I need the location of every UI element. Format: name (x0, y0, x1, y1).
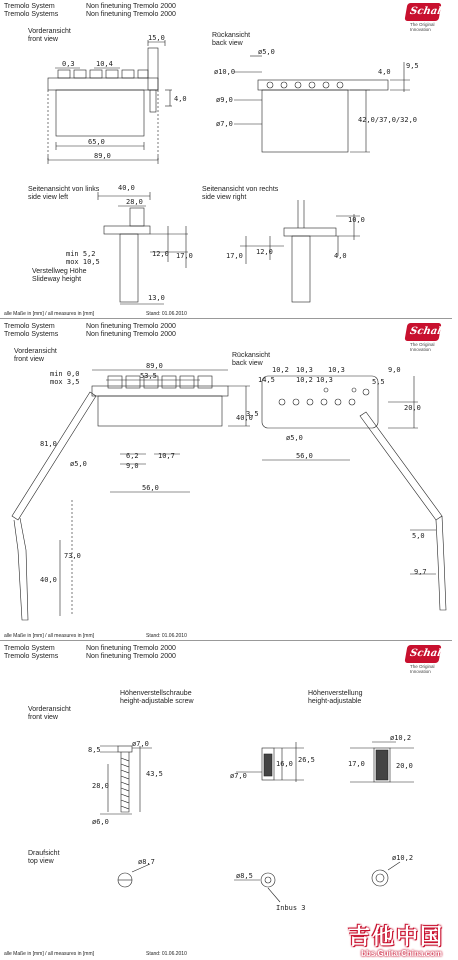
dim-phi50: ø5,0 (258, 48, 275, 56)
dim-03: 0,3 (62, 60, 75, 68)
side-right-label-en: side view right (202, 194, 247, 201)
dim-62: 6,2 (126, 452, 139, 460)
sheet1-header-right-2: Non finetuning Tremolo 2000 (86, 11, 176, 18)
dim-103b: 10,3 (316, 376, 333, 384)
sheet2-header-right-2: Non finetuning Tremolo 2000 (86, 331, 176, 338)
dim-phi70b: ø7,0 (230, 772, 247, 780)
dim-170: 17,0 (348, 760, 365, 768)
dim-265: 26,5 (298, 756, 315, 764)
dim-560a: 56,0 (142, 484, 159, 492)
dim-400b: 40,0 (236, 414, 253, 422)
sheet-1 (0, 0, 458, 317)
dim-35: 3,5 (246, 410, 259, 418)
sheet2-drawing (0, 320, 452, 640)
dim-102b: 10,2 (296, 376, 313, 384)
top-view-label-en: top view (28, 858, 54, 865)
front-baseplate (92, 386, 228, 396)
sheet2-footer-measures: alle Maße in [mm] / all measures in [mm] (4, 633, 95, 639)
sheet2-header-left-2: Tremolo Systems (4, 331, 59, 338)
back-holes (267, 82, 343, 88)
sheet3-header-left-1: Tremolo System (4, 645, 55, 652)
side-left-label-en: side view left (28, 194, 69, 201)
front-view-label-en: front view (28, 36, 58, 43)
tremolo-arm-grip (14, 518, 28, 620)
screw-thread (121, 758, 129, 809)
dim-phi102b: ø10,2 (392, 854, 414, 862)
dim-phi70: ø7,0 (132, 740, 149, 748)
schaller-logo: Schaller (404, 645, 441, 663)
sheet1-drawing (0, 0, 452, 316)
dim-130: 13,0 (148, 294, 165, 302)
watermark (300, 918, 450, 958)
front-view-label-en: front view (14, 356, 44, 363)
back-holes (279, 388, 369, 405)
schaller-logo: Schaller (404, 323, 441, 341)
dim-min: min 5,2 (66, 250, 96, 258)
sheet3-drawing (0, 642, 452, 960)
dim-100: 10,0 (348, 216, 365, 224)
back-view-label-en: back view (232, 360, 263, 367)
dim-170b: 17,0 (226, 252, 243, 260)
adjust-label-en: height-adjustable (308, 698, 362, 705)
dim-400a: 40,0 (40, 576, 57, 584)
sheet-3 (0, 642, 458, 960)
dim-phi70: ø7,0 (216, 120, 233, 128)
dim-max: mox 3,5 (50, 378, 80, 386)
dim-890: 89,0 (94, 152, 111, 160)
screw-label-de: Höhenverstellschraube (120, 690, 192, 697)
left-baseplate (104, 226, 150, 234)
dim-55: 5,5 (372, 378, 385, 386)
dim-102a: 10,2 (272, 366, 289, 374)
dim-phi85: ø8,5 (236, 872, 253, 880)
sheet2-header-right-1: Non finetuning Tremolo 2000 (86, 323, 176, 330)
watermark-cn: 吉他中国 (347, 925, 444, 950)
back-block (262, 90, 348, 152)
front-view-label-de: Vorderansicht (28, 706, 71, 713)
insert-hatch (264, 754, 272, 776)
dim-phi90: ø9,0 (216, 96, 233, 104)
back-view-label-de: Rückansicht (232, 352, 271, 359)
dim-145: 14,5 (258, 376, 275, 384)
dim-90b: 9,0 (388, 366, 401, 374)
adjust-label-de: Höhenverstellung (308, 690, 363, 697)
bushing-hatch (376, 750, 388, 780)
brand-slogan: The Original Innovation (410, 342, 435, 352)
dim-103c: 10,3 (328, 366, 345, 374)
dim-200: 20,0 (396, 762, 413, 770)
sheet-2 (0, 320, 458, 640)
dim-40c: 4,0 (334, 252, 347, 260)
left-saddle (130, 208, 144, 226)
sheet1-footer-measures: alle Maße in [mm] / all measures in [mm] (4, 311, 95, 317)
front-arm-stub (150, 90, 156, 112)
dim-810: 81,0 (40, 440, 57, 448)
screw-shaft (121, 752, 129, 812)
sheet3-header-left-2: Tremolo Systems (4, 653, 59, 660)
dim-280: 28,0 (126, 198, 143, 206)
slideway-label-en: Slideway height (32, 276, 82, 283)
sheet1-header-right-1: Non finetuning Tremolo 2000 (86, 3, 176, 10)
sheet1-footer-date: Stand: 01.06.2010 (146, 311, 187, 317)
sheet-divider-1 (0, 318, 452, 319)
dim-650: 65,0 (88, 138, 105, 146)
front-block (56, 90, 144, 136)
tremolo-arm-upper (12, 392, 96, 520)
left-block (120, 234, 138, 302)
dim-97: 9,7 (414, 568, 427, 576)
sheet1-header-left-2: Tremolo Systems (4, 11, 59, 18)
dim-90: 9,0 (126, 462, 139, 470)
dim-170a: 17,0 (176, 252, 193, 260)
back-view-label-de: Rückansicht (212, 32, 251, 39)
sheet1-header-left-1: Tremolo System (4, 3, 55, 10)
dim-15: 15,0 (148, 34, 165, 42)
right-baseplate (284, 228, 336, 236)
slideway-label-de: Verstellweg Höhe (32, 268, 87, 275)
dim-40b: 4,0 (378, 68, 391, 76)
bushing-top-circle (372, 870, 388, 886)
back-arm-grip (436, 516, 446, 610)
dim-200: 20,0 (404, 404, 421, 412)
back-view-label-en: back view (212, 40, 243, 47)
dim-95: 9,5 (406, 62, 419, 70)
screw-label-en: height-adjustable screw (120, 698, 194, 705)
top-view-label-de: Draufsicht (28, 850, 60, 857)
brand-slogan: The Original Innovation (410, 664, 435, 674)
dim-phi87: ø8,7 (138, 858, 155, 866)
screw-head (118, 746, 132, 752)
dim-min: min 0,0 (50, 370, 80, 378)
sheet3-header-right-1: Non finetuning Tremolo 2000 (86, 645, 176, 652)
front-post (148, 48, 158, 90)
sheet3-footer-date: Stand: 01.06.2010 (146, 951, 187, 957)
dim-400: 40,0 (118, 184, 135, 192)
front-view-label-de: Vorderansicht (28, 28, 71, 35)
insert-top-circle (261, 873, 275, 887)
sheet-divider-2 (0, 640, 452, 641)
dim-85: 8,5 (88, 746, 101, 754)
dim-280: 28,0 (92, 782, 109, 790)
dim-inbus: Inbus 3 (276, 904, 306, 912)
sheet2-footer-date: Stand: 01.06.2010 (146, 633, 187, 639)
dim-phi102: ø10,2 (390, 734, 412, 742)
front-saddles (58, 70, 148, 78)
front-view-label-en: front view (28, 714, 58, 721)
dim-phi60: ø6,0 (92, 818, 109, 826)
sheet2-header-left-1: Tremolo System (4, 323, 55, 330)
dim-max: mox 10,5 (66, 258, 100, 266)
dim-104: 10,4 (96, 60, 113, 68)
sheet3-footer-measures: alle Maße in [mm] / all measures in [mm] (4, 951, 95, 957)
sheet3-header-right-2: Non finetuning Tremolo 2000 (86, 653, 176, 660)
right-block (292, 236, 310, 302)
dim-120b: 12,0 (256, 248, 273, 256)
side-left-label-de: Seitenansicht von links (28, 186, 100, 193)
dim-560b: 56,0 (296, 452, 313, 460)
dim-730: 73,0 (64, 552, 81, 560)
dim-435: 43,5 (146, 770, 163, 778)
watermark-url: bbs.GuitarChina.com (361, 949, 442, 958)
side-right-label-de: Seitenansicht von rechts (202, 186, 279, 193)
dim-42: 42,0/37,0/32,0 (358, 116, 418, 124)
dim-890: 89,0 (146, 362, 163, 370)
brand-slogan: The Original Innovation (410, 22, 435, 32)
dim-phi50b: ø5,0 (286, 434, 303, 442)
schaller-logo: Schaller (404, 3, 441, 21)
dim-103a: 10,3 (296, 366, 313, 374)
dim-phi50a: ø5,0 (70, 460, 87, 468)
dim-107: 10,7 (158, 452, 175, 460)
dim-phi100: ø10,0 (214, 68, 236, 76)
front-baseplate (48, 78, 158, 90)
dim-50: 5,0 (412, 532, 425, 540)
dim-120a: 12,0 (152, 250, 169, 258)
dim-40a: 4,0 (174, 95, 187, 103)
dim-160: 16,0 (276, 760, 293, 768)
front-view-label-de: Vorderansicht (14, 348, 57, 355)
front-block (98, 396, 222, 426)
dim-535: 53,5 (140, 372, 157, 380)
